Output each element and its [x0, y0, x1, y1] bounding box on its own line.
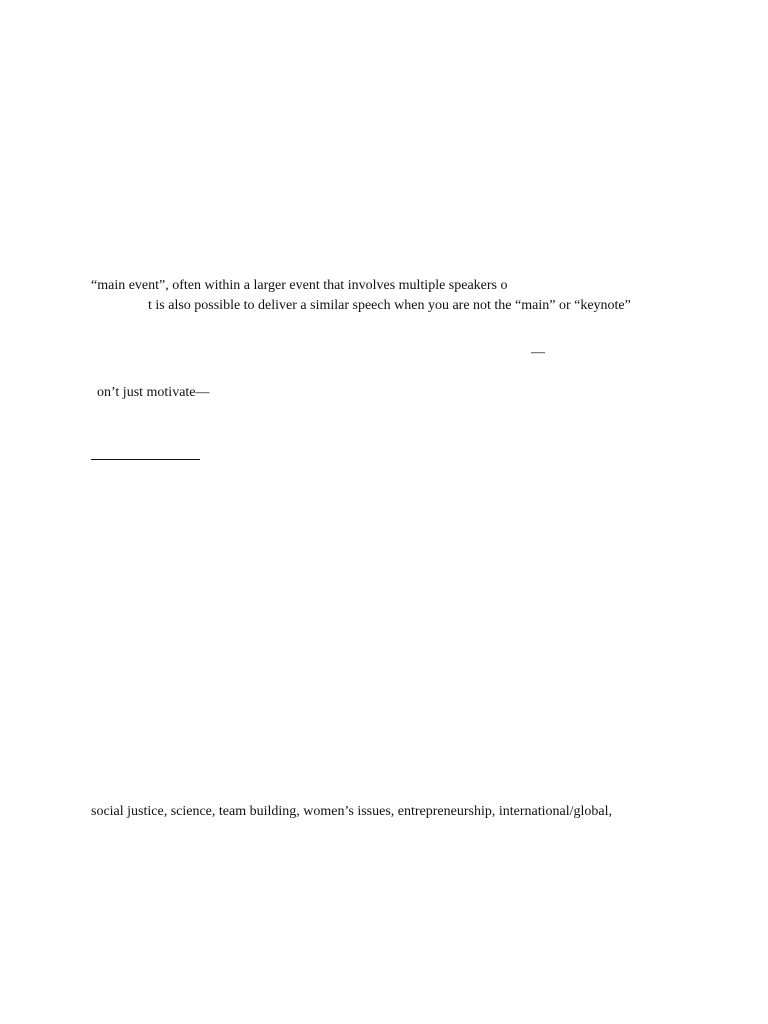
- text-line-dash: —: [531, 345, 545, 360]
- text-line-just-motivate: on’t just motivate—: [97, 385, 210, 400]
- text-line-main-event: “main event”, often within a larger event that involves multiple speakers o: [91, 278, 508, 293]
- footnote-separator: [91, 459, 200, 460]
- text-line-topics: social justice, science, team building, women’s issues, entrepreneurship, international/global,: [91, 804, 612, 819]
- text-line-similar-speech: t is also possible to deliver a similar speech when you are not the “main” or “keynote”: [148, 298, 631, 313]
